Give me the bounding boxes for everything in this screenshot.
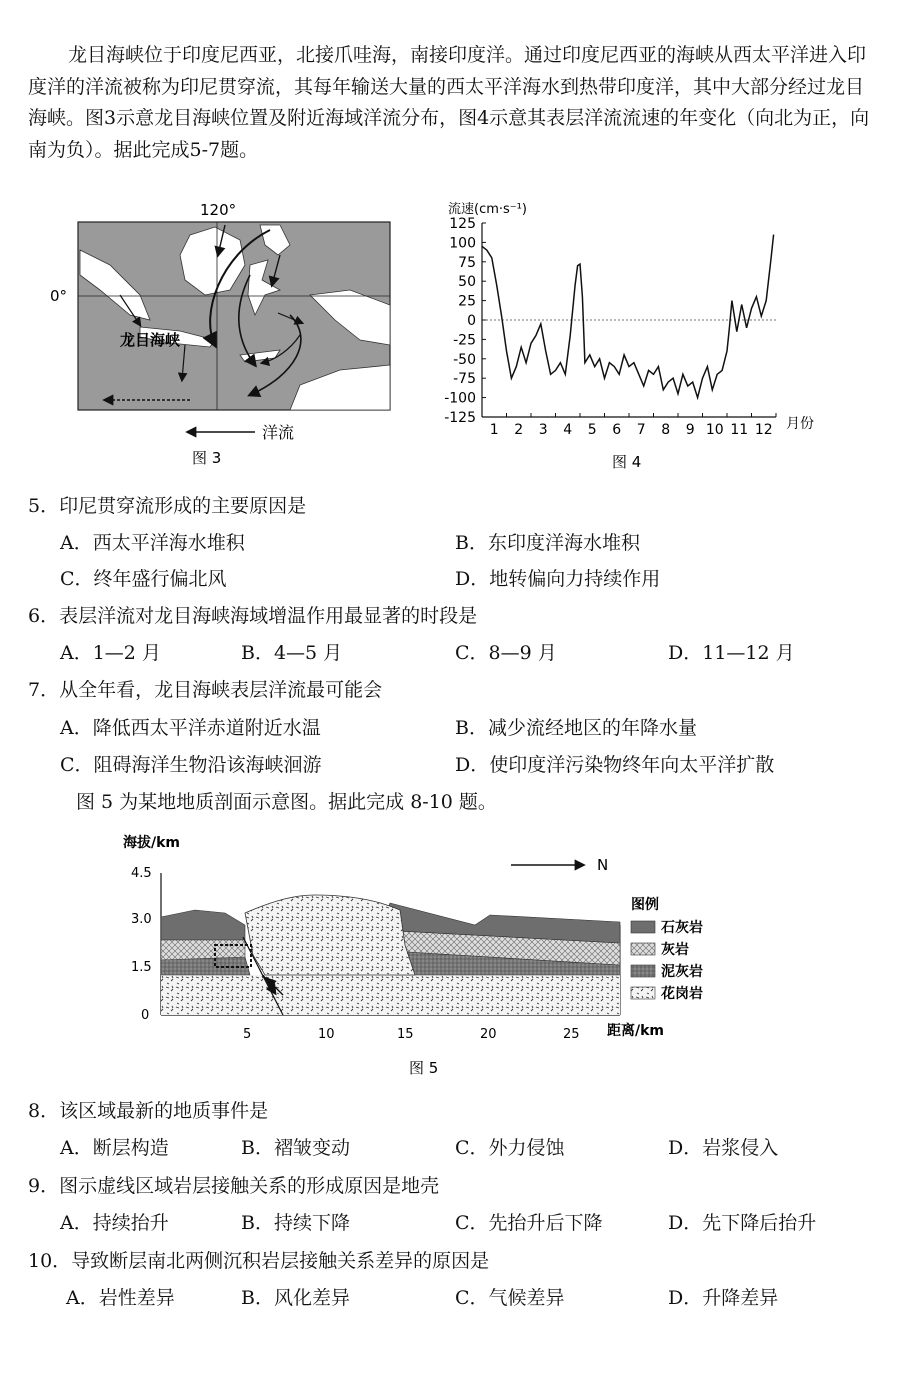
y-tick-label: 75 [458, 254, 476, 271]
q10-option-d[interactable]: D．升降差异 [668, 1287, 779, 1309]
x-tick-label: 7 [636, 422, 646, 438]
intro-paragraph [28, 40, 878, 166]
q6-option-d[interactable]: D．11—12 月 [668, 642, 795, 664]
figure-5-caption: 图 5 [409, 1059, 439, 1077]
q8-option-a[interactable]: A．断层构造 [60, 1137, 169, 1159]
y-tick-label: 25 [458, 293, 476, 310]
legend-item: 石灰岩 [661, 920, 703, 936]
section-y-label: 海拔/km [123, 835, 181, 851]
q9-option-d[interactable]: D．先下降后抬升 [668, 1212, 817, 1234]
layer-granite [161, 975, 620, 1015]
figure-4-chart [430, 195, 870, 475]
x-tick-label: 3 [538, 422, 548, 438]
figure-4-caption: 图 4 [612, 453, 642, 471]
intro-text: 龙目海峡位于印度尼西亚，北接爪哇海，南接印度洋。通过印度尼西亚的海峡从西太平洋进入印度洋的洋流被称为印尼贯穿流，其每年输送大量的西太平洋海水到热带印度洋，其中大部分经过龙目海峡。图3示意龙目海峡位置及附近海域洋流分布，图4示意其表层洋流流速的年变化（向北为正，向南为负）。据此完成5-7题。 [28, 44, 870, 161]
figure-5-section [115, 825, 735, 1085]
y-tick-label: 125 [449, 216, 476, 232]
intro-2-text: 图 5 为某地地质剖面示意图。据此完成 8-10 题。 [76, 791, 497, 813]
q6-option-b[interactable]: B．4—5 月 [241, 642, 343, 664]
q9-option-a[interactable]: A．持续抬升 [60, 1212, 169, 1234]
question-8-stem: 8．该区域最新的地质事件是 [28, 1100, 269, 1122]
q10-option-a[interactable]: A．岩性差异 [66, 1287, 175, 1309]
y-tick-label: -100 [444, 390, 476, 407]
x-tick: 20 [480, 1027, 497, 1042]
granite-intrusion [245, 895, 415, 975]
question-7-stem: 7．从全年看，龙目海峡表层洋流最可能会 [28, 679, 383, 701]
figure-3-caption: 图 3 [192, 449, 222, 467]
x-tick-label: 12 [754, 422, 773, 438]
y-tick-label: 50 [458, 274, 476, 291]
q9-option-c[interactable]: C．先抬升后下降 [455, 1212, 603, 1234]
q10-option-c[interactable]: C．气候差异 [455, 1287, 565, 1309]
q6-option-a[interactable]: A．1—2 月 [60, 642, 161, 664]
series-line [482, 235, 774, 398]
x-tick-label: 6 [612, 422, 622, 438]
x-tick: 10 [318, 1027, 335, 1042]
q7-option-a[interactable]: A．降低西太平洋赤道附近水温 [60, 717, 321, 739]
layer-limestone [161, 910, 245, 940]
x-tick-label: 8 [661, 422, 671, 438]
q7-option-c[interactable]: C．阻碍海洋生物沿该海峡洄游 [60, 754, 322, 776]
lon-label: 120° [200, 201, 237, 219]
x-tick: 15 [397, 1027, 414, 1042]
legend-label: 洋流 [262, 423, 295, 442]
x-tick-label: 5 [587, 422, 597, 438]
q8-option-b[interactable]: B．褶皱变动 [241, 1137, 350, 1159]
legend-item: 泥灰岩 [661, 964, 703, 980]
figure-3-map [40, 195, 420, 475]
y-tick: 0 [141, 1008, 150, 1023]
q6-option-c[interactable]: C．8—9 月 [455, 642, 557, 664]
legend-swatch-lime [631, 943, 655, 955]
x-tick-label: 10 [705, 422, 724, 438]
strait-label: 龙目海峡 [120, 331, 181, 349]
q10-option-b[interactable]: B．风化差异 [241, 1287, 350, 1309]
q5-option-c[interactable]: C．终年盛行偏北风 [60, 568, 227, 590]
q5-option-d[interactable]: D．地转偏向力持续作用 [455, 568, 661, 590]
legend-swatch-limestone [631, 921, 655, 933]
question-5-stem: 5．印尼贯穿流形成的主要原因是 [28, 495, 307, 517]
q8-option-d[interactable]: D．岩浆侵入 [668, 1137, 779, 1159]
x-axis-label: 月份 [786, 416, 814, 432]
question-10-stem: 10．导致断层南北两侧沉积岩层接触关系差异的原因是 [28, 1250, 490, 1272]
legend-swatch-granite [631, 987, 655, 999]
y-tick-label: -50 [453, 351, 476, 368]
q5-option-a[interactable]: A．西太平洋海水堆积 [60, 532, 245, 554]
y-tick-label: 0 [467, 313, 476, 329]
y-tick-label: -25 [453, 332, 476, 349]
y-axis-label: 流速(cm·s⁻¹) [448, 202, 527, 217]
x-tick-label: 9 [685, 422, 695, 438]
x-tick-label: 4 [563, 422, 573, 438]
y-tick: 1.5 [131, 960, 152, 975]
x-tick-label: 2 [514, 422, 524, 438]
q5-option-b[interactable]: B．东印度洋海水堆积 [455, 532, 640, 554]
x-tick-label: 11 [730, 422, 749, 438]
x-tick: 25 [563, 1027, 580, 1042]
legend-swatch-marl [631, 965, 655, 977]
section-x-label: 距离/km [607, 1023, 665, 1039]
y-tick: 4.5 [131, 866, 152, 881]
legend-item: 灰岩 [661, 942, 689, 958]
north-label: N [597, 856, 609, 874]
question-9-stem: 9．图示虚线区域岩层接触关系的形成原因是地壳 [28, 1175, 440, 1197]
legend-title: 图例 [631, 897, 659, 913]
y-tick-label: 100 [449, 235, 476, 252]
q8-option-c[interactable]: C．外力侵蚀 [455, 1137, 565, 1159]
layer-lime [161, 940, 245, 960]
legend-item: 花岗岩 [661, 986, 703, 1002]
q9-option-b[interactable]: B．持续下降 [241, 1212, 350, 1234]
y-tick-label: -125 [444, 410, 476, 426]
y-tick-label: -75 [453, 371, 476, 388]
y-tick: 3.0 [131, 912, 152, 927]
x-tick-label: 1 [489, 422, 499, 438]
question-6-stem: 6．表层洋流对龙目海峡海域增温作用最显著的时段是 [28, 605, 478, 627]
q7-option-b[interactable]: B．减少流经地区的年降水量 [455, 717, 697, 739]
q7-option-d[interactable]: D．使印度洋污染物终年向太平洋扩散 [455, 754, 775, 776]
lat-label: 0° [50, 287, 68, 305]
x-tick: 5 [243, 1027, 252, 1042]
